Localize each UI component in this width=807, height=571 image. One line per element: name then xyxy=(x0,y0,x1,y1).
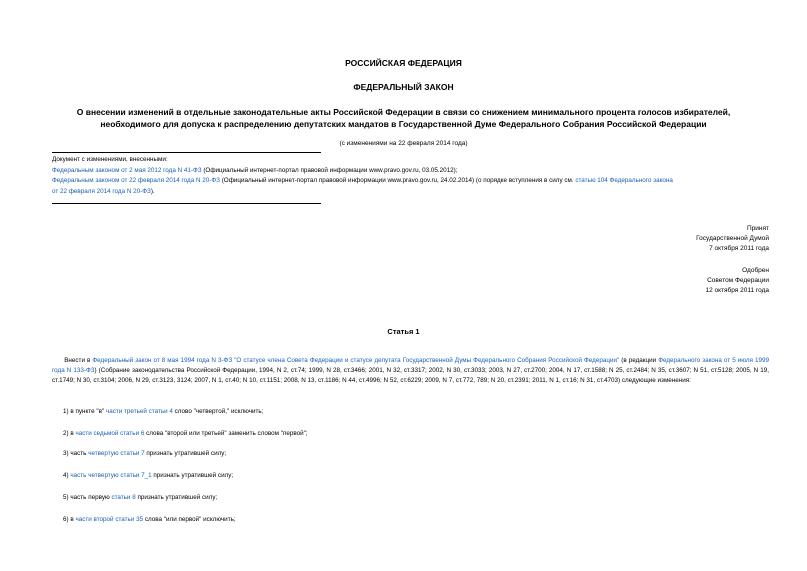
list-item xyxy=(63,408,263,415)
list-item-link[interactable]: части третьей статьи 4 xyxy=(105,408,173,415)
change-link-article-104-cont[interactable]: от 22 февраля 2014 года N 20-ФЗ xyxy=(52,187,151,195)
change-item-1-text: (Официальный интернет-портал правовой информации www.pravo.gov.ru, 03.05.2012); xyxy=(201,166,458,174)
list-item xyxy=(63,494,217,501)
list-item-text: признать утратившей силу; xyxy=(144,450,227,457)
list-item-text: признать утратившей силу; xyxy=(135,494,218,501)
list-item xyxy=(63,472,233,479)
article-intro-paragraph xyxy=(52,356,769,386)
change-link-article-104[interactable]: статью 104 Федерального закона xyxy=(575,177,673,184)
accepted-line-2: Государственной Думой xyxy=(696,235,769,242)
change-link-20fz[interactable]: Федеральным законом от 22 февраля 2014 года N 20-ФЗ xyxy=(52,177,220,184)
list-item-text: слова "или первой" исключить; xyxy=(143,516,236,523)
list-item xyxy=(63,450,226,457)
list-item-link[interactable]: части седьмой статьи 6 xyxy=(75,430,145,437)
list-item-text: 3) часть xyxy=(63,450,89,457)
accepted-block xyxy=(696,224,769,254)
article-heading: Статья 1 xyxy=(387,327,420,336)
accepted-line-3: 7 октября 2011 года xyxy=(709,245,769,252)
list-item-text: 2) в xyxy=(63,430,76,437)
divider-top xyxy=(52,152,321,153)
approved-line-3: 12 октября 2011 года xyxy=(705,287,769,294)
law-type-heading: ФЕДЕРАЛЬНЫЙ ЗАКОН xyxy=(353,82,454,92)
approved-block xyxy=(705,266,769,296)
accepted-line-1: Принят xyxy=(746,225,769,232)
link-3fz[interactable]: Федеральный закон от 8 мая 1994 года N 3-ФЗ "О статусе члена Совета Федерации и статусе депутата Государственной Думы Федерального Собрания Российской Федерации" xyxy=(92,357,620,364)
approved-line-2: Советом Федерации xyxy=(707,277,769,284)
law-title-line-1: О внесении изменений в отдельные законодательные акты Российской Федерации в связи со снижением минимального процента голосов избирателей, xyxy=(76,107,731,117)
federation-heading: РОССИЙСКАЯ ФЕДЕРАЦИЯ xyxy=(345,58,462,68)
law-title xyxy=(36,106,771,130)
list-item-text: 5) часть первую xyxy=(63,494,112,501)
list-item-text: 6) в xyxy=(63,516,76,523)
list-item xyxy=(63,516,236,523)
list-item-link[interactable]: статьи 8 xyxy=(111,494,136,501)
approved-line-1: Одобрен xyxy=(742,267,769,274)
law-title-line-2: необходимого для допуска к распределению депутатских мандатов в Государственной Думе Федерального Собрания Российской Федерации xyxy=(100,119,707,129)
link-133fz[interactable]: Федерального закона от 5 июля 1999 года N 133-ФЗ xyxy=(52,357,769,374)
edition-note: (с изменениями на 22 февраля 2014 года) xyxy=(339,140,468,147)
changes-block xyxy=(52,155,772,197)
change-item-2-text: (Официальный интернет-портал правовой информации www.pravo.gov.ru, 24.02.2014) (о порядке вступления в силу см. xyxy=(219,177,576,184)
change-item-1 xyxy=(52,166,772,177)
list-item xyxy=(63,430,308,437)
list-item-link[interactable]: части второй статьи 35 xyxy=(75,516,144,523)
list-item-text: 1) в пункте "в" xyxy=(63,408,106,415)
change-item-2 xyxy=(52,176,772,197)
article-intro-rest: ) (Собрание законодательства Российской Федерации, 1994, N 2, ст.74; 1999, N 28, ст.3466; 2001, N 32, ст.3317; 2002, N 30, ст.3033; 2003, N 27, ст.2700; 2004, N 17, ст.1588; N 25, ст.2484; N 35, ст.3607; N 51, ст.5128; 2005, N 19, ст.1749; N 30, ст.3104; 2006, N 29, ст.3123, 3124; 2007, N 1, ст.40; N 10, ст.1151; 2008, N 13, ст.1186; N 44, ст.4996; N 52, ст.6229; 2009, N 7, ст.772, 789; N 20, ст.2391; 2011, N 1, ст.16; N 31, ст.4703) следующие изменения: xyxy=(52,367,769,384)
list-item-link[interactable]: четвертую статьи 7 xyxy=(88,450,145,457)
change-item-2-end: ). xyxy=(150,187,155,195)
change-link-41fz[interactable]: Федеральным законом от 2 мая 2012 года N 41-ФЗ xyxy=(52,166,202,174)
divider-bottom xyxy=(52,203,321,204)
list-item-text: слово "четвертой," исключить; xyxy=(172,408,264,415)
list-item-text: признать утратившей силу; xyxy=(151,472,234,479)
list-item-link[interactable]: часть четвертую статьи 7_1 xyxy=(70,472,152,479)
article-intro-text: Внести в xyxy=(64,357,93,364)
article-intro-mid: (в редакции xyxy=(619,357,659,364)
changes-intro: Документ с изменениями, внесенными: xyxy=(52,156,168,163)
list-item-text: 4) xyxy=(63,472,71,479)
list-item-text: слова "второй или третьей" заменить словом "первой"; xyxy=(144,430,308,437)
